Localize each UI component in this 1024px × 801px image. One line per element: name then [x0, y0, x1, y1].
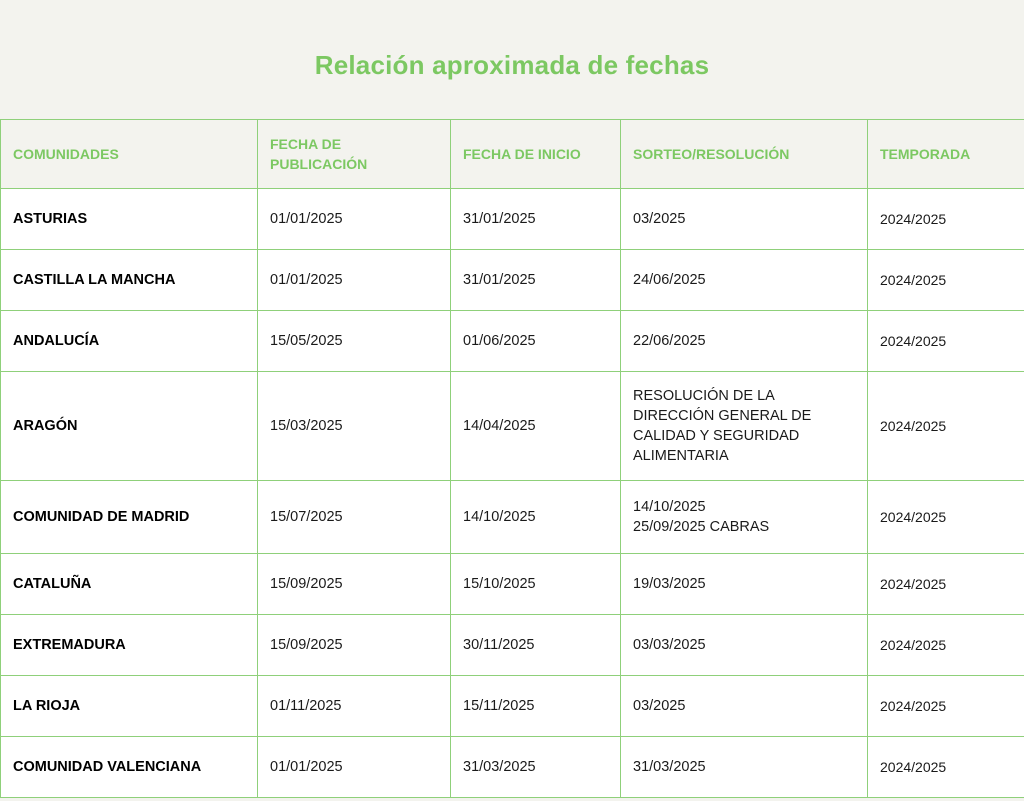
cell-sorteo-resolucion: 24/06/2025 — [621, 250, 868, 311]
cell-sorteo-resolucion: 03/2025 — [621, 676, 868, 737]
header-fecha-inicio: FECHA DE INICIO — [451, 120, 621, 189]
table-row — [1, 737, 1024, 798]
cell-fecha-inicio: 01/06/2025 — [451, 311, 621, 372]
cell-fecha-publicacion: 01/01/2025 — [258, 189, 451, 250]
cell-fecha-inicio: 31/01/2025 — [451, 250, 621, 311]
cell-temporada: 2024/2025 — [868, 481, 1024, 554]
cell-temporada: 2024/2025 — [868, 676, 1024, 737]
cell-fecha-publicacion: 15/09/2025 — [258, 554, 451, 615]
header-sorteo-resolucion: SORTEO/RESOLUCIÓN — [621, 120, 868, 189]
cell-comunidad: ASTURIAS — [1, 189, 258, 250]
cell-comunidad: CATALUÑA — [1, 554, 258, 615]
cell-sorteo-resolucion: 03/2025 — [621, 189, 868, 250]
table-row — [1, 311, 1024, 372]
dates-table — [0, 119, 1024, 798]
cell-fecha-inicio: 15/11/2025 — [451, 676, 621, 737]
cell-fecha-publicacion: 15/07/2025 — [258, 481, 451, 554]
cell-temporada: 2024/2025 — [868, 372, 1024, 481]
cell-fecha-inicio: 14/04/2025 — [451, 372, 621, 481]
cell-fecha-inicio: 15/10/2025 — [451, 554, 621, 615]
cell-sorteo-resolucion: 19/03/2025 — [621, 554, 868, 615]
cell-sorteo-resolucion: RESOLUCIÓN DE LA DIRECCIÓN GENERAL DE CALIDAD Y SEGURIDAD ALIMENTARIA — [621, 372, 868, 481]
cell-comunidad: ARAGÓN — [1, 372, 258, 481]
table-row — [1, 250, 1024, 311]
cell-comunidad: COMUNIDAD VALENCIANA — [1, 737, 258, 798]
table-row — [1, 615, 1024, 676]
cell-temporada: 2024/2025 — [868, 554, 1024, 615]
cell-sorteo-resolucion: 03/03/2025 — [621, 615, 868, 676]
cell-sorteo-resolucion: 14/10/2025 25/09/2025 CABRAS — [621, 481, 868, 554]
cell-fecha-inicio: 31/01/2025 — [451, 189, 621, 250]
cell-fecha-publicacion: 01/01/2025 — [258, 250, 451, 311]
cell-sorteo-resolucion: 22/06/2025 — [621, 311, 868, 372]
page-title: Relación aproximada de fechas — [314, 50, 710, 80]
cell-temporada: 2024/2025 — [868, 311, 1024, 372]
table-row — [1, 372, 1024, 481]
table-row — [1, 554, 1024, 615]
cell-comunidad: COMUNIDAD DE MADRID — [1, 481, 258, 554]
table-row — [1, 189, 1024, 250]
cell-temporada: 2024/2025 — [868, 737, 1024, 798]
cell-fecha-publicacion: 15/05/2025 — [258, 311, 451, 372]
cell-fecha-publicacion: 15/03/2025 — [258, 372, 451, 481]
cell-fecha-inicio: 14/10/2025 — [451, 481, 621, 554]
cell-fecha-publicacion: 01/11/2025 — [258, 676, 451, 737]
table-header-row — [1, 120, 1024, 189]
cell-comunidad: CASTILLA LA MANCHA — [1, 250, 258, 311]
cell-fecha-publicacion: 15/09/2025 — [258, 615, 451, 676]
header-temporada: TEMPORADA — [868, 120, 1024, 189]
cell-fecha-publicacion: 01/01/2025 — [258, 737, 451, 798]
cell-fecha-inicio: 30/11/2025 — [451, 615, 621, 676]
cell-comunidad: LA RIOJA — [1, 676, 258, 737]
cell-comunidad: EXTREMADURA — [1, 615, 258, 676]
table-row — [1, 481, 1024, 554]
cell-comunidad: ANDALUCÍA — [1, 311, 258, 372]
header-comunidades: COMUNIDADES — [1, 120, 258, 189]
cell-temporada: 2024/2025 — [868, 250, 1024, 311]
header-fecha-publicacion: FECHA DE PUBLICACIÓN — [258, 120, 451, 189]
table-row — [1, 676, 1024, 737]
cell-sorteo-resolucion: 31/03/2025 — [621, 737, 868, 798]
cell-fecha-inicio: 31/03/2025 — [451, 737, 621, 798]
cell-temporada: 2024/2025 — [868, 189, 1024, 250]
cell-temporada: 2024/2025 — [868, 615, 1024, 676]
